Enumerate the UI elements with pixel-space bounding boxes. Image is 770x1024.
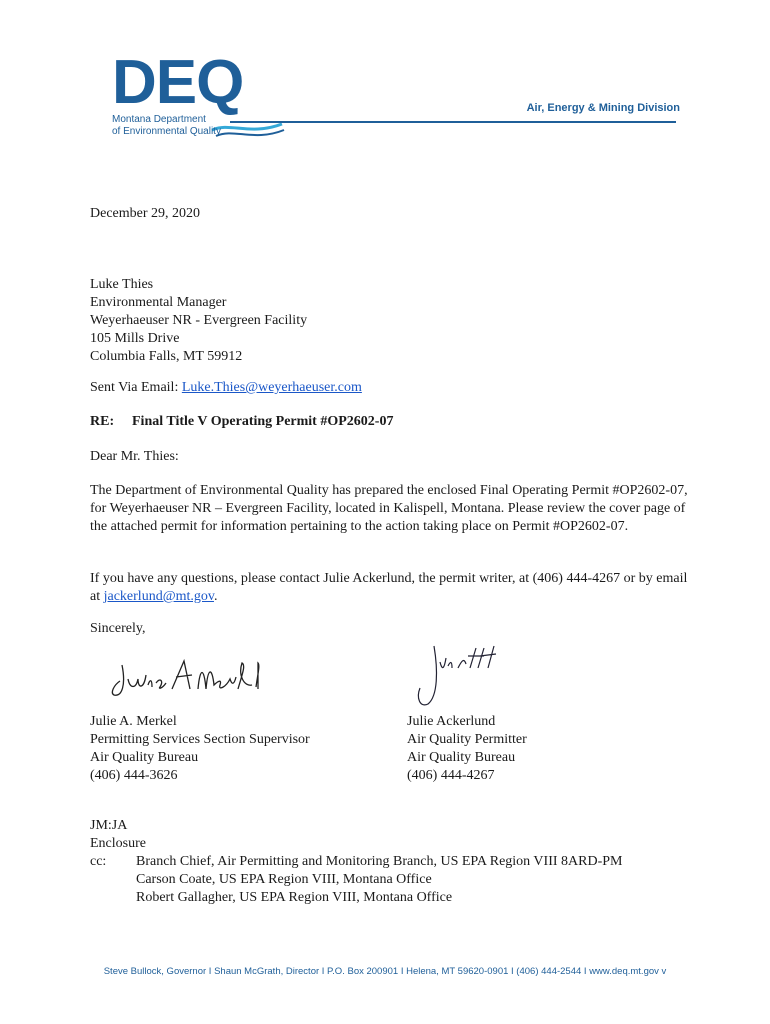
cc-recipient: Branch Chief, Air Permitting and Monitoring Branch, US EPA Region VIII 8ARD-PM [136,854,623,869]
typist-initials: JM:JA [90,818,128,833]
signer-block-2 [407,713,527,785]
contact-text: If you have any questions, please contact Julie Ackerlund, the permit writer, at (406) 444-4267 or by email at [90,571,688,604]
signature-ackerlund [408,640,508,710]
recipient-company: Weyerhaeuser NR - Evergreen Facility [90,313,308,328]
body-paragraph-1: The Department of Environmental Quality has prepared the enclosed Final Operating Permit #OP2602-07, for Weyerhaeuser NR – Evergreen Facility, located in Kalispell, Montana. Please review the cover page of the attached permit for information pertaining to the action taking place on Permit #OP2602-07. [90,483,688,534]
cc-list [136,853,622,907]
cc-recipient: Carson Coate, US EPA Region VIII, Montana Office [136,872,432,887]
subject-line [90,413,393,431]
cc-recipient: Robert Gallagher, US EPA Region VIII, Montana Office [136,890,453,905]
body-paragraph-2 [90,570,690,606]
signer2-phone: (406) 444-4267 [407,768,495,783]
recipient-street: 105 Mills Drive [90,331,180,346]
recipient-address [90,276,307,366]
signer2-name: Julie Ackerlund [407,714,496,729]
letter-date: December 29, 2020 [90,206,201,221]
contact-text-end: . [213,589,218,604]
subject-label: RE: [90,414,115,429]
signer1-bureau: Air Quality Bureau [90,750,199,765]
sent-via-line [90,379,362,397]
sent-via-label: Sent Via Email: [90,380,182,395]
subject-text: Final Title V Operating Permit #OP2602-07 [132,414,394,429]
signer2-title: Air Quality Permitter [407,732,527,747]
salutation: Dear Mr. Thies: [90,449,179,464]
logo-wordmark: DEQ [112,48,244,117]
deq-logo [112,48,284,142]
signer2-bureau: Air Quality Bureau [407,750,516,765]
enclosure-note: Enclosure [90,836,146,851]
recipient-email-link[interactable]: Luke.Thies@weyerhaeuser.com [181,380,362,395]
signature-merkel [108,655,268,705]
signer1-name: Julie A. Merkel [90,714,177,729]
division-name: Air, Energy & Mining Division [526,102,680,114]
contact-email-link[interactable]: jackerlund@mt.gov [103,589,214,604]
logo-subtitle-line2: of Environmental Quality [112,126,221,137]
logo-subtitle-line1: Montana Department [112,114,206,125]
signer1-phone: (406) 444-3626 [90,768,178,783]
cc-label: cc: [90,854,107,869]
recipient-title: Environmental Manager [90,295,227,310]
page-footer: Steve Bullock, Governor I Shaun McGrath, Director I P.O. Box 200901 I Helena, MT 59620-0901 I (406) 444-2544 I www.deq.mt.gov v [103,966,667,977]
closing: Sincerely, [90,621,146,636]
signer-block-1 [90,713,310,785]
header-divider [230,121,676,123]
signer1-title: Permitting Services Section Supervisor [90,732,310,747]
recipient-name: Luke Thies [90,277,154,292]
recipient-city: Columbia Falls, MT 59912 [90,349,243,364]
logo-wave-icon [210,92,286,142]
